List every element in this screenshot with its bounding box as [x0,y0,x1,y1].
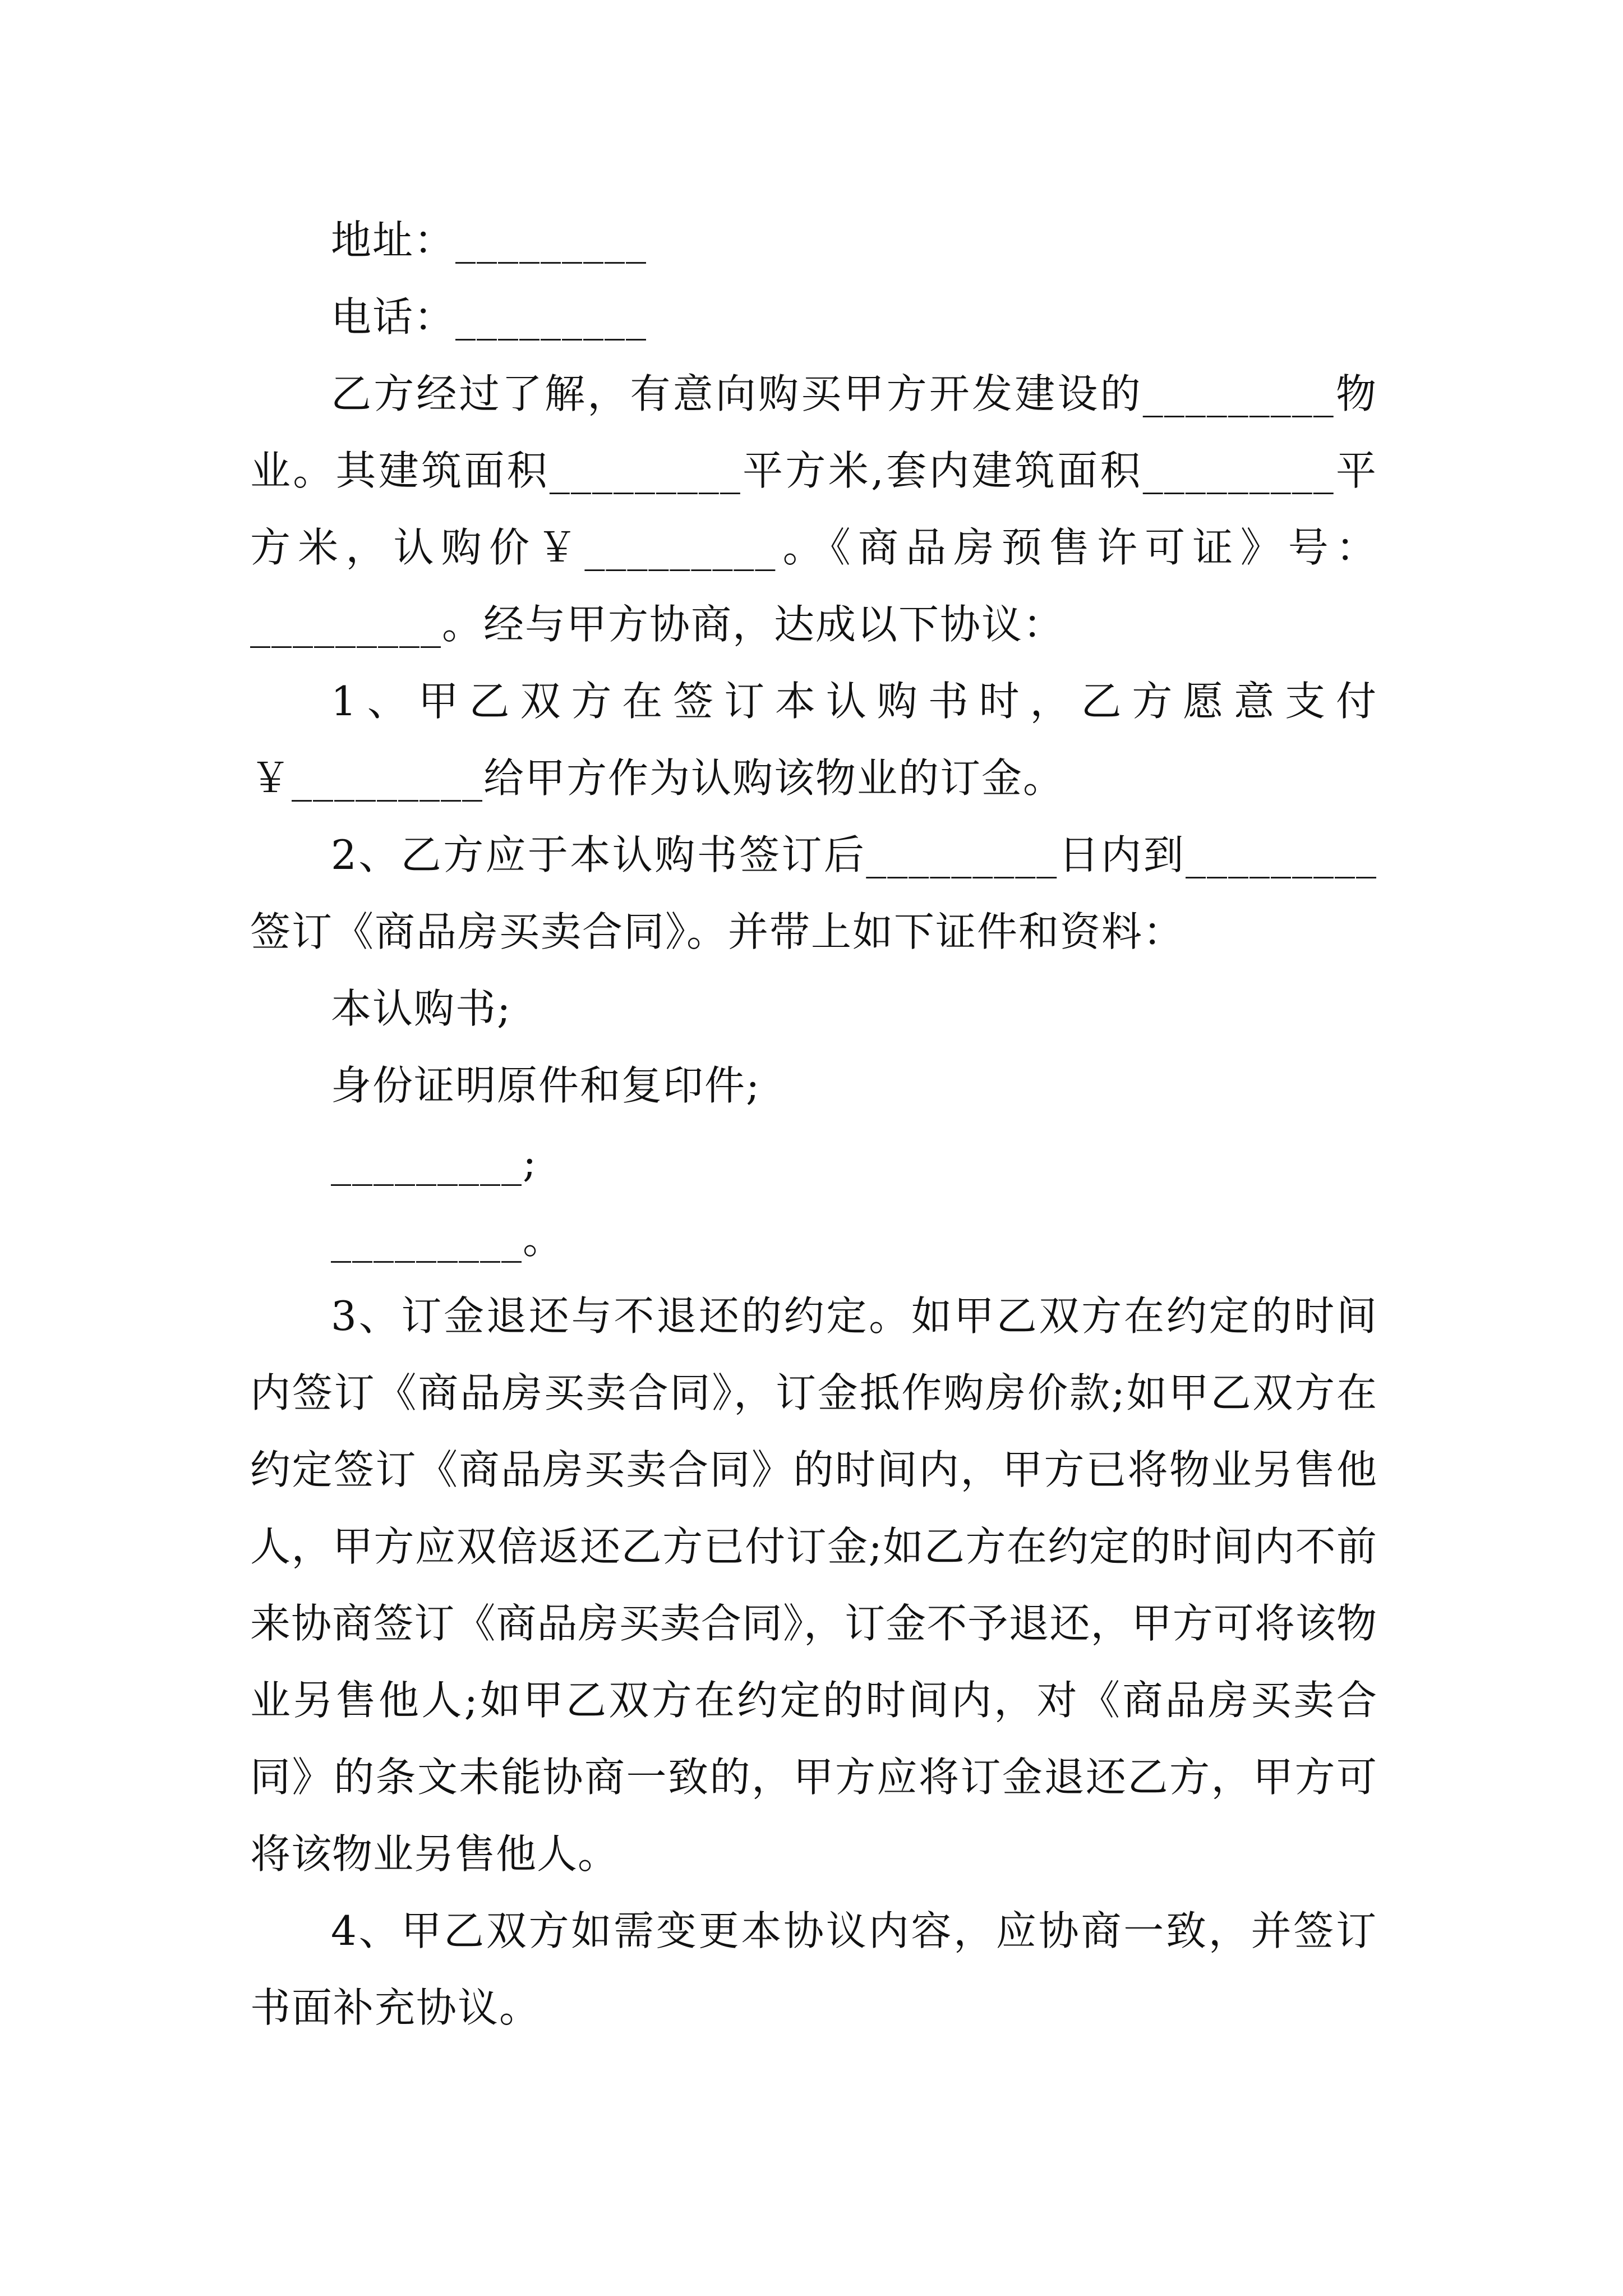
clause-3: 3、订金退还与不退还的约定。如甲乙双方在约定的时间内签订《商品房买卖合同》，订金抵作购房价款;如甲乙双方在约定签订《商品房买卖合同》的时间内，甲方已将物业另售他人，甲方应双倍返还乙方已付订金;如乙方在约定的时间内不前来协商签订《商品房买卖合同》，订金不予退还，甲方可将该物业另售他人;如甲乙双方在约定的时间内，对《商品房买卖合同》的条文未能协商一致的，甲方应将订金退还乙方，甲方可将该物业另售他人。 [250,1292,1377,1878]
clause-4: 4、甲乙双方如需变更本协议内容，应协商一致，并签订书面补充协议。 [250,1907,1377,2031]
clause-1: 1、甲乙双方在签订本认购书时，乙方愿意支付￥_________给甲方作为认购该物业的订金。 [250,678,1377,802]
document-item-blank-2: _________。 [331,1216,565,1263]
document-body [250,202,1377,2046]
phone-line: 电话：_________ [331,293,648,341]
document-item-subscription: 本认购书; [331,985,512,1032]
document-item-id: 身份证明原件和复印件; [331,1062,761,1109]
clause-2: 2、乙方应于本认购书签订后_________日内到_________签订《商品房买卖合同》。并带上如下证件和资料： [250,831,1377,955]
intro-paragraph: 乙方经过了解，有意向购买甲方开发建设的_________物业。其建筑面积_________平方米,套内建筑面积_________平方米，认购价￥_________。《商品房预售许可证》号：_________。经与甲方协商，达成以下协议： [250,370,1377,648]
document-item-blank-1: _________; [331,1139,538,1186]
address-line: 地址：_________ [331,217,648,264]
